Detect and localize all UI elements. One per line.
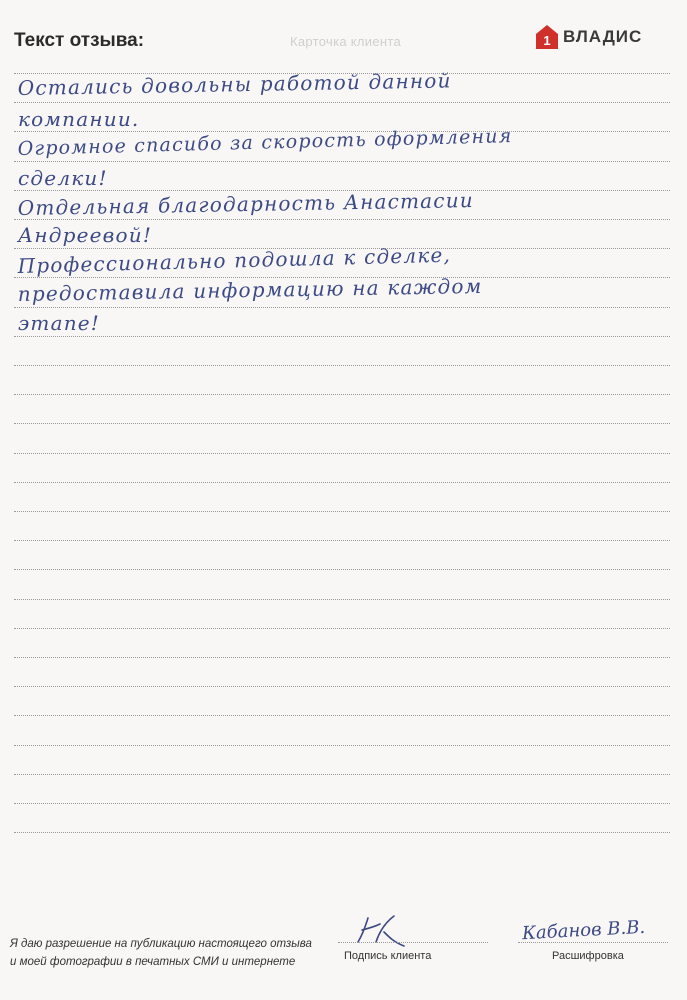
background-show-through-text: Карточка клиента bbox=[290, 34, 402, 49]
ruled-line bbox=[14, 774, 670, 775]
ruled-line bbox=[14, 219, 670, 220]
ruled-line bbox=[14, 453, 670, 454]
review-line: предоставила информацию на каждом bbox=[17, 273, 483, 306]
review-line: Остались довольны работой данной bbox=[17, 68, 452, 100]
ruled-line bbox=[14, 745, 670, 746]
client-signature bbox=[350, 912, 410, 952]
ruled-line bbox=[14, 482, 670, 483]
logo-badge-number: 1 bbox=[543, 33, 551, 48]
ruled-line bbox=[14, 307, 670, 308]
ruled-line bbox=[14, 628, 670, 629]
review-line: сделки! bbox=[18, 166, 108, 190]
ruled-line bbox=[14, 715, 670, 716]
logo-wordmark: ВЛАДИС bbox=[563, 27, 643, 46]
signature-label: Подпись клиента bbox=[344, 950, 432, 962]
ruled-line bbox=[14, 569, 670, 570]
ruled-line bbox=[14, 657, 670, 658]
handwritten-name: Кабанов В.В. bbox=[521, 916, 646, 945]
review-line: Огромное спасибо за скорость оформления bbox=[17, 125, 513, 160]
ruled-line bbox=[14, 511, 670, 512]
ruled-line bbox=[14, 540, 670, 541]
ruled-line bbox=[14, 102, 670, 103]
ruled-line bbox=[14, 394, 670, 395]
review-line: этапе! bbox=[18, 311, 101, 335]
review-line: компании. bbox=[18, 107, 140, 131]
review-line: Андреевой! bbox=[18, 223, 153, 247]
ruled-line bbox=[14, 599, 670, 600]
consent-line: Я даю разрешение на публикацию настоящего отзыва bbox=[10, 938, 312, 950]
signature-line bbox=[338, 942, 488, 943]
ruled-line bbox=[14, 686, 670, 687]
publication-consent bbox=[10, 935, 312, 971]
review-line: Профессионально подошла к сделке, bbox=[17, 242, 452, 278]
ruled-line bbox=[14, 423, 670, 424]
ruled-line bbox=[14, 832, 670, 833]
name-line bbox=[518, 942, 668, 943]
ruled-line bbox=[14, 161, 670, 162]
form-title: Текст отзыва: bbox=[14, 30, 145, 51]
consent-line: и моей фотографии в печатных СМИ и интернете bbox=[10, 956, 296, 968]
ruled-line bbox=[14, 803, 670, 804]
name-label: Расшифровка bbox=[552, 950, 624, 962]
ruled-line bbox=[14, 365, 670, 366]
ruled-line bbox=[14, 336, 670, 337]
review-line: Отдельная благодарность Анастасии bbox=[17, 188, 475, 220]
